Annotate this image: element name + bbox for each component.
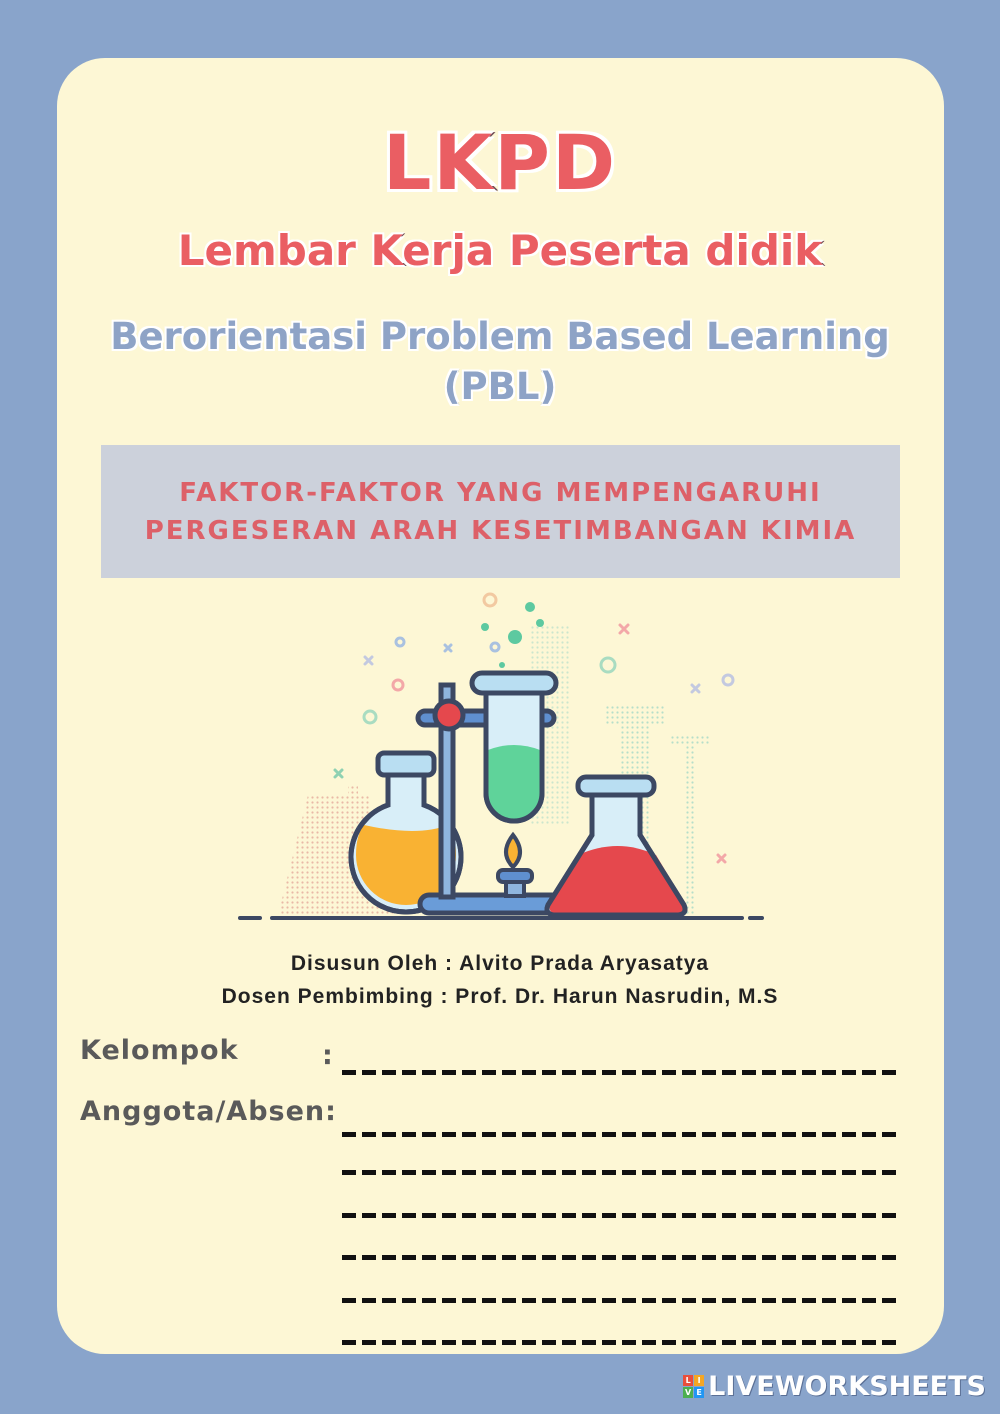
- liveworksheets-brand: LIVEWORKSHEETS: [708, 1371, 986, 1402]
- page-title: LKPD: [382, 118, 618, 207]
- chemistry-lab-illustration: [230, 585, 770, 930]
- page-subtitle: Lembar Kerja Peserta didik: [177, 226, 823, 275]
- topic-line-2: PERGESERAN ARAH KESETIMBANGAN KIMIA: [144, 515, 857, 546]
- group-colon: :: [322, 1040, 333, 1071]
- logo-letter-i: I: [694, 1375, 704, 1386]
- orientation-line-1: Berorientasi Problem Based Learning: [110, 315, 890, 358]
- supervisor-credit: Dosen Pembimbing : Prof. Dr. Harun Nasrudin, M.S: [221, 985, 779, 1008]
- orientation-line-2: (PBL): [443, 365, 557, 408]
- member-input-line-3[interactable]: [342, 1213, 900, 1218]
- member-input-line-6[interactable]: [342, 1340, 900, 1345]
- liveworksheets-logo-icon: [683, 1375, 704, 1398]
- liveworksheets-logo[interactable]: [683, 1371, 986, 1402]
- members-label: Anggota/Absen:: [80, 1096, 337, 1127]
- topic-line-1: FAKTOR-FAKTOR YANG MEMPENGARUHI: [179, 477, 822, 508]
- group-input-line[interactable]: [342, 1070, 900, 1075]
- logo-letter-l: L: [683, 1375, 693, 1386]
- orientation-heading: [0, 312, 1000, 412]
- member-input-line-2[interactable]: [342, 1170, 900, 1175]
- test-tube-icon: [472, 673, 556, 821]
- logo-letter-v: V: [685, 1388, 692, 1397]
- logo-letter-e: E: [694, 1387, 704, 1398]
- member-input-line-5[interactable]: [342, 1298, 900, 1303]
- topic-banner: [101, 445, 900, 578]
- group-label: Kelompok: [80, 1035, 239, 1066]
- author-credit: Disusun Oleh : Alvito Prada Aryasatya: [290, 952, 710, 975]
- member-input-line-4[interactable]: [342, 1255, 900, 1260]
- burner-flame-icon: [498, 835, 532, 896]
- member-input-line-1[interactable]: [342, 1132, 900, 1137]
